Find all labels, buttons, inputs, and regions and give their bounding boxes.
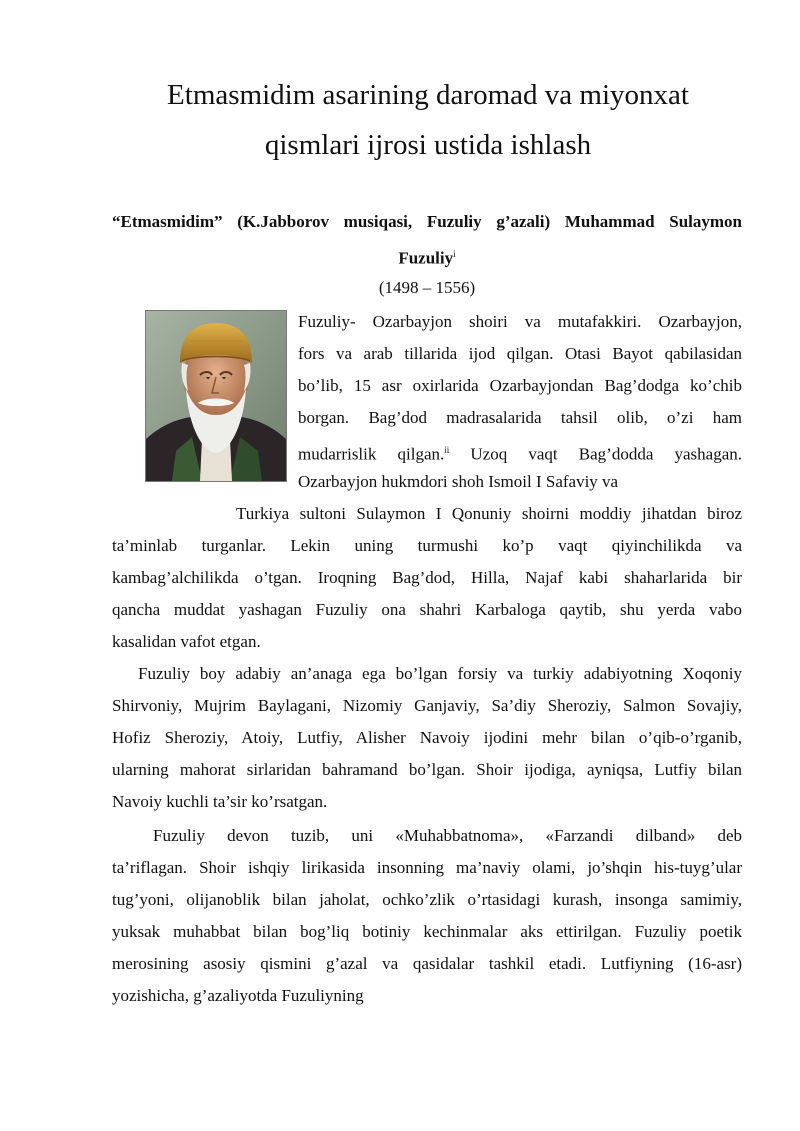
fuzuliy-portrait-image [145, 310, 287, 482]
biography-line-5 [298, 438, 742, 467]
paragraph-3-line-1: Fuzuliy devon tuzib, uni «Muhabbatnoma», «Farzandi dilband» deb [153, 826, 742, 845]
poet-years: (1498 – 1556) [378, 278, 476, 297]
paragraph-3-line-5: merosining asosiy qismini g’azal va qasidalar tashkil etadi. Lutfiyning (16-asr) [112, 954, 742, 973]
paragraph-2-line-4: ularning mahorat sirlaridan bahramand bo’lgan. Shoir ijodiga, ayniqsa, Lutfiy bilan [112, 760, 742, 779]
paragraph-3-line-2: ta’riflagan. Shoir ishqiy lirikasida insonning ma’naviy olami, jo’shqin his-tuyg’ular [112, 858, 742, 877]
footnote-mark: i [453, 249, 456, 259]
paragraph-3-line-6: yozishicha, g’azaliyotda Fuzuliyning [112, 986, 364, 1005]
paragraph-1-line-2: ta’minlab turganlar. Lekin uning turmushi ko’p vaqt qiyinchilikda va [112, 536, 742, 555]
biography-line-2: fors va arab tillarida ijod qilgan. Otasi Bayot qabilasidan [298, 344, 742, 363]
paragraph-2-line-3: Hofiz Sheroziy, Atoiy, Lutfiy, Alisher Navoiy ijodini mehr bilan o’qib-o’rganib, [112, 728, 742, 747]
biography-line-6: Ozarbayjon hukmdori shoh Ismoil I Safaviy va [298, 472, 619, 491]
song-heading-line-1: “Etmasmidim” (K.Jabborov musiqasi, Fuzuliy g’azali) Muhammad Sulaymon [112, 212, 742, 231]
paragraph-2-line-2: Shirvoniy, Mujrim Baylagani, Nizomiy Ganjaviy, Sa’diy Sheroziy, Salmon Sovajiy, [112, 696, 742, 715]
paragraph-1-line-3: kambag’alchilikda o’tgan. Iroqning Bag’dod, Hilla, Najaf kabi shaharlarida bir [112, 568, 742, 587]
poet-name: Fuzuliy [398, 248, 454, 268]
biography-line-4: borgan. Bag’dod madrasalarida tahsil olib, o’zi ham [298, 408, 742, 427]
paragraph-1-line-1: Turkiya sultoni Sulaymon I Qonuniy shoirni moddiy jihatdan biroz [236, 504, 742, 523]
paragraph-3-line-3: tug’yoni, olijanoblik bilan jaholat, ochko’zlik o’rtasidagi kurash, insonga samimiy, [112, 890, 742, 909]
document-title-line-1: Etmasmidim asarining daromad va miyonxat [167, 79, 689, 111]
biography-line-1: Fuzuliy- Ozarbayjon shoiri va mutafakkiri. Ozarbayjon, [298, 312, 742, 331]
biography-line-5-continuation: Uzoq vaqt Bag’dodda yashagan. [449, 444, 743, 464]
paragraph-1-line-4: qancha muddat yashagan Fuzuliy ona shahri Karbaloga qaytib, shu yerda vabo [112, 600, 742, 619]
footnote-mark: ii [444, 445, 450, 455]
paragraph-2-line-5: Navoiy kuchli ta’sir ko’rsatgan. [112, 792, 328, 811]
document-title-line-2: qismlari ijrosi ustida ishlash [264, 129, 592, 161]
paragraph-3-line-4: yuksak muhabbat bilan bog’liq botiniy kechinmalar aks ettirilgan. Fuzuliy poetik [112, 922, 742, 941]
biography-line-3: bo’lib, 15 asr oxirlarida Ozarbayjondan Bag’dodga ko’chib [298, 376, 742, 395]
song-heading-line-2 [112, 242, 742, 271]
paragraph-1-line-5: kasalidan vafot etgan. [112, 632, 261, 651]
biography-line-5-text: mudarrislik qilgan. [298, 444, 445, 464]
paragraph-2-line-1: Fuzuliy boy adabiy an’anaga ega bo’lgan forsiy va turkiy adabiyotning Xoqoniy [138, 664, 742, 683]
